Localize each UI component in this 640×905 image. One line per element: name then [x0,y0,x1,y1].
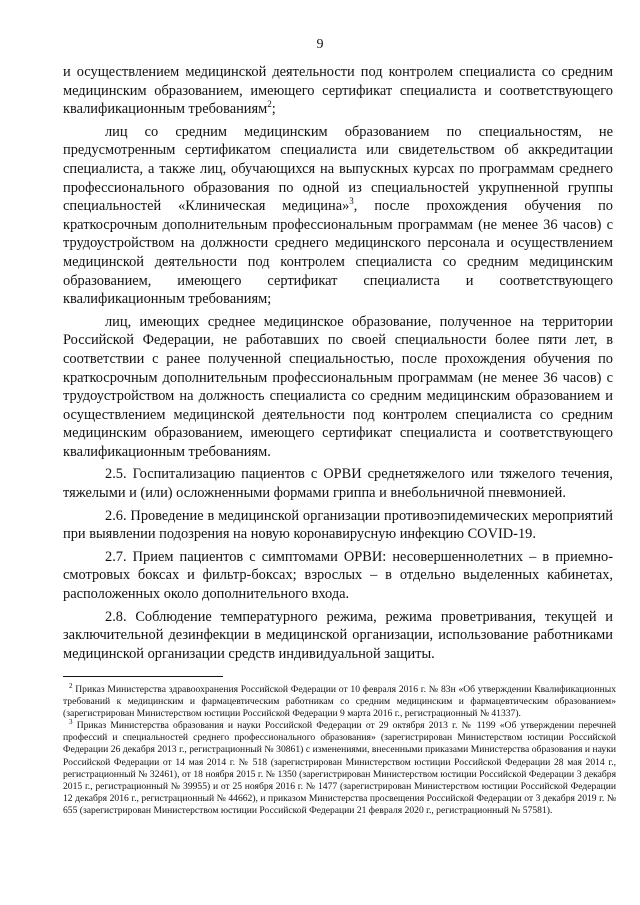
document-body [63,63,613,663]
paragraph-text: , после прохождения обучения по краткосрочным дополнительным профессиональным программам (не менее 36 часов) с трудоустройством на должности среднего медицинского персонала и осуществлением медицинской деятельности под контролем специалиста со средним медицинским образованием, имеющего сертификат специалиста и соответствующего квалификационным требованиям; [63,198,613,308]
paragraph-continuation [63,63,613,119]
paragraph-previous-education: лиц, имеющих среднее медицинское образование, полученное на территории Российской Федерации, не работавших по своей специальности более пяти лет, в соответствии с ранее полученной специальностью, после прохождения обучения по краткосрочным дополнительным профессиональным программам (не менее 36 часов) с трудоустройством на должность специалиста со средним медицинским образованием и осуществлением медицинской деятельности под контролем специалиста со средним медицинским образованием, имеющего сертификат специалиста и соответствующего квалификационным требованиям. [63,313,613,460]
footnote-reference: 2 [267,99,272,110]
footnotes [63,681,616,817]
page-number: 9 [316,37,324,52]
paragraph-2-8: 2.8. Соблюдение температурного режима, режима проветривания, текущей и заключительной дезинфекции в медицинской организации, использование работниками медицинской организации средств индивидуальной защиты. [63,608,613,662]
footnote-3 [63,720,616,817]
paragraph-secondary-education [63,123,613,309]
footnote-reference: 3 [349,196,354,207]
paragraph-2-7: 2.7. Прием пациентов с симптомами ОРВИ: несовершеннолетних – в приемно-смотровых боксах и фильтр-боксах; взрослых – в отдельно выделенных кабинетах, расположенных около дополнительного входа. [63,548,613,603]
paragraph-2-6: 2.6. Проведение в медицинской организации противоэпидемических мероприятий при выявлении подозрения на новую коронавирусную инфекцию COVID-19. [63,507,613,543]
footnote-mark: 3 [69,718,73,727]
paragraph-text: лиц со средним медицинским образованием по специальностям, не предусмотренным сертификатом специалиста или свидетельством об аккредитации специалиста, а также лиц, обучающихся на выпускных курсах по программам среднего профессионального образования по одной из специальностей укрупненной группы специальностей «Клиническая медицина» [63,123,613,215]
paragraph-2-5: 2.5. Госпитализацию пациентов с ОРВИ среднетяжелого или тяжелого течения, тяжелыми и (или) осложненными формами гриппа и внебольничной пневмонией. [63,466,613,502]
footnote-text: Приказ Министерства здравоохранения Российской Федерации от 10 февраля 2016 г. № 83н «Об утверждении Квалификационных требований к медицинским и фармацевтическим работникам со средним медицинским и фармацевтическим образованием» (зарегистрирован Министерством юстиции Российской Федерации 9 марта 2016 г., регистрационный № 41337). [63,684,616,720]
footnote-mark: 2 [69,681,73,690]
paragraph-text: и осуществлением медицинской деятельности под контролем специалиста со средним медицинским образованием, имеющего сертификат специалиста и соответствующего квалификационным требованиям [63,64,613,118]
paragraph-punctuation: ; [271,101,276,118]
footnote-2 [63,681,616,720]
footnote-text: Приказ Министерства образования и науки Российской Федерации от 29 октября 2013 г. № 1199 «Об утверждении перечней профессий и специальностей среднего профессионального образования» (зарегистрирован Министерством юстиции Российской Федерации 26 декабря 2013 г., регистрационный № 30861) с изменениями, внесенными приказами Министерства образования и науки Российской Федерации от 14 мая 2014 г. № 518 (зарегистрирован Министерством юстиции Российской Федерации 28 мая 2014 г., регистрационный № 32461), от 18 ноября 2015 г. № 1350 (зарегистрирован Министерством юстиции Российской Федерации 3 декабря 2015 г., регистрационный № 39955) и от 25 ноября 2016 г. № 1477 (зарегистрирован Министерством юстиции Российской Федерации 12 декабря 2016 г., регистрационный № 44662), и приказом Министерства просвещения Российской Федерации от 3 декабря 2019 г. № 655 (зарегистрирован Министерством юстиции Российской Федерации 21 февраля 2020 г., регистрационный № 57581). [63,720,616,816]
footnote-separator [63,676,223,677]
